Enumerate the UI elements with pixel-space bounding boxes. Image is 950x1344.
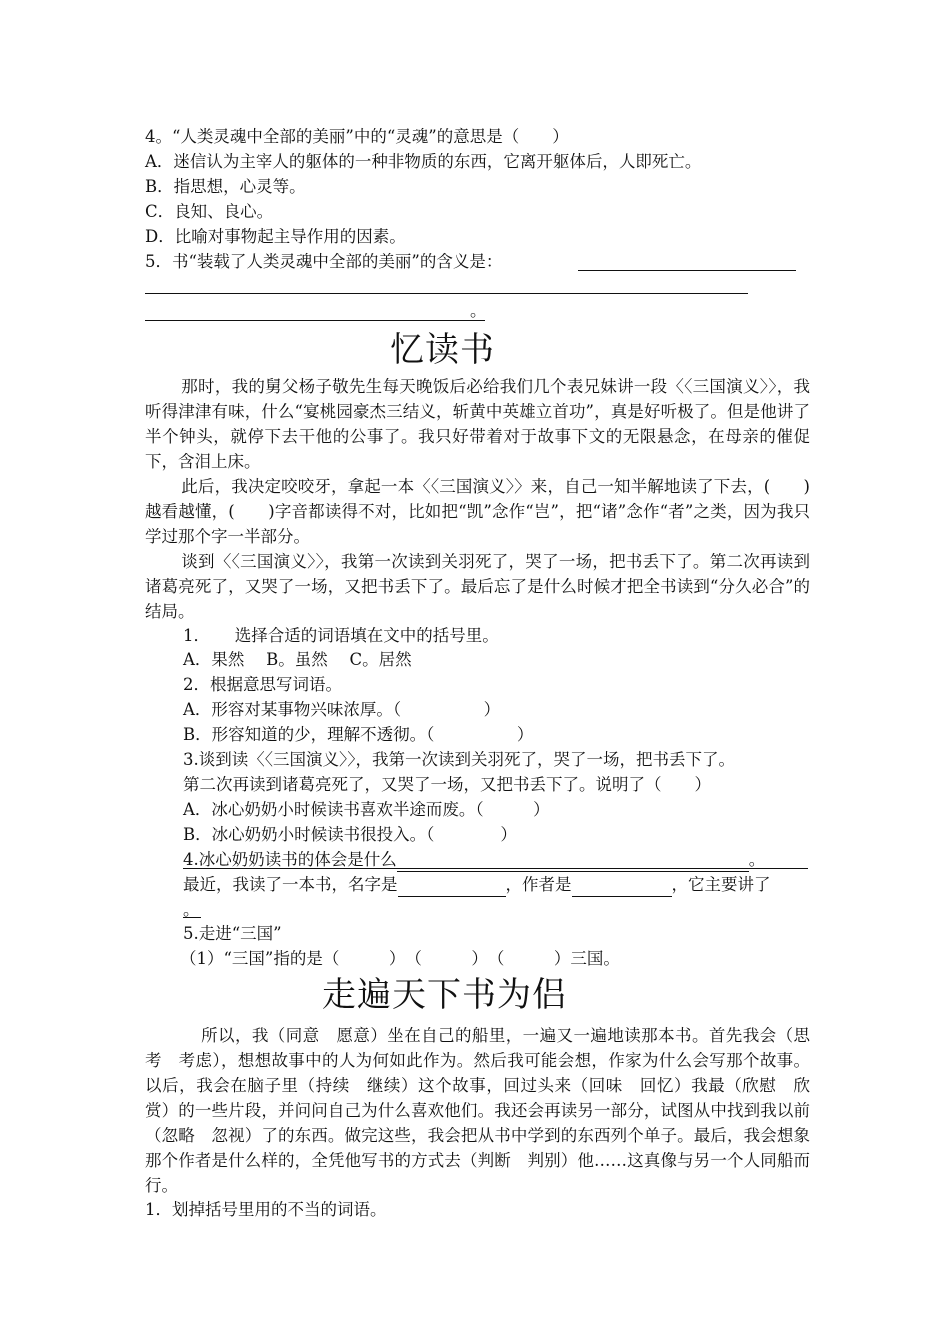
question-2: 2．根据意思写词语。 [183, 675, 342, 694]
question-1: 1． 选择合适的词语填在文中的括号里。 [183, 626, 499, 645]
period: 。 [748, 850, 766, 869]
answer-blank-experience[interactable] [397, 853, 749, 872]
question-3-a: A．冰心奶奶小时候读书喜欢半途而废。（ ） [183, 800, 550, 819]
recent-book-text-3: ，它主要讲了 [671, 875, 771, 894]
recent-book-row [183, 873, 771, 897]
paragraph-1: 那时，我的舅父杨子敬先生每天晚饭后必给我们几个表兄妹讲一段〈〈三国演义〉〉，我听得津津有味，什么“宴桃园豪杰三结义，斩黄中英雄立首功”，真是好听极了。但是他讲了半个钟头，就停下去干他的公事了。我只好带着对于故事下文的无限悬念，在母亲的催促下，含泪上床。 [145, 377, 810, 471]
recent-book-text-2: ，作者是 [505, 875, 572, 894]
question-1-options: A．果然 B。虽然 C。居然 [183, 650, 412, 669]
question-5: 5．书“装载了人类灵魂中全部的美丽”的含义是： [145, 252, 503, 271]
paragraph-2: 此后，我决定咬咬牙，拿起一本〈〈三国演义〉〉来，自己一知半解地读了下去，( )越看越懂，( )字音都读得不对，比如把“凯”念作“岂”，把“诸”念作“者”之类，因为我只学过那个字一半部分。 [145, 477, 810, 546]
question-2-b: B．形容知道的少，理解不透彻。（ ） [183, 725, 534, 744]
question-2-a: A．形容对某事物兴味浓厚。（ ） [183, 700, 501, 719]
answer-underline-experience [183, 868, 808, 869]
question-1-strike: 1．划掉括号里用的不当的词语。 [145, 1200, 387, 1219]
answer-line-3[interactable] [145, 320, 485, 321]
period: 。 [183, 900, 200, 919]
title-zou-bian-tian-xia: 走遍天下书为侣 [322, 975, 567, 1015]
question-3-b: B．冰心奶奶小时候读书很投入。（ ） [183, 825, 517, 844]
paragraph-3: 谈到〈〈三国演义〉〉，我第一次读到关羽死了，哭了一场，把书丢下了。第二次再读到诸葛亮死了，又哭了一场，又把书丢下了。最后忘了是什么时候才把全书读到“分久必合”的结局。 [145, 552, 810, 621]
book-name-blank[interactable] [398, 878, 506, 897]
option-d: D．比喻对事物起主导作用的因素。 [145, 227, 406, 246]
title-yi-du-shu: 忆读书 [390, 330, 495, 370]
question-3-line-1: 3.谈到读〈〈三国演义〉〉，我第一次读到关羽死了，哭了一场，把书丢下了。 [183, 750, 735, 769]
question-4-prompt: 4.冰心奶奶读书的体会是什么 [183, 850, 397, 869]
option-a: A．迷信认为主宰人的躯体的一种非物质的东西，它离开躯体后，人即死亡。 [145, 152, 702, 171]
question-5: 5.走进“三国” [183, 924, 282, 943]
answer-underline-summary[interactable] [183, 917, 201, 918]
recent-book-row-2 [183, 898, 200, 922]
question-4: 4。“人类灵魂中全部的美丽”中的“灵魂”的意思是（ ） [145, 127, 569, 146]
paragraph-4: 所以，我（同意 愿意）坐在自己的船里，一遍又一遍地读那本书。首先我会（思考 考虑），想想故事中的人为何如此作为。然后我可能会想，作家为什么会写那个故事。以后，我会在脑子里（持续 继续）这个故事，回过头来（回味 回忆）我最（欣慰 欣赏）的一些片段，并问问自己为什么喜欢他们。我还会再读另一部分，试图从中找到我以前（忽略 忽视）了的东西。做完这些，我会把从书中学到的东西列个单子。最后，我会想象那个作者是什么样的，全凭他写书的方式去（判断 判别）他……这真像与另一个人同船而行。 [145, 1026, 810, 1195]
answer-line-1[interactable] [578, 270, 796, 271]
author-blank[interactable] [572, 878, 672, 897]
option-b: B．指思想，心灵等。 [145, 177, 306, 196]
period: 。 [470, 301, 487, 320]
answer-line-2[interactable] [145, 293, 748, 294]
question-3-line-2: 第二次再读到诸葛亮死了，又哭了一场，又把书丢下了。说明了（ ） [183, 775, 711, 794]
question-5-1: （1）“三国”指的是（ ） （ ） （ ）三国。 [180, 949, 620, 968]
option-c: C．良知、良心。 [145, 202, 274, 221]
recent-book-text-1: 最近，我读了一本书，名字是 [183, 875, 398, 894]
